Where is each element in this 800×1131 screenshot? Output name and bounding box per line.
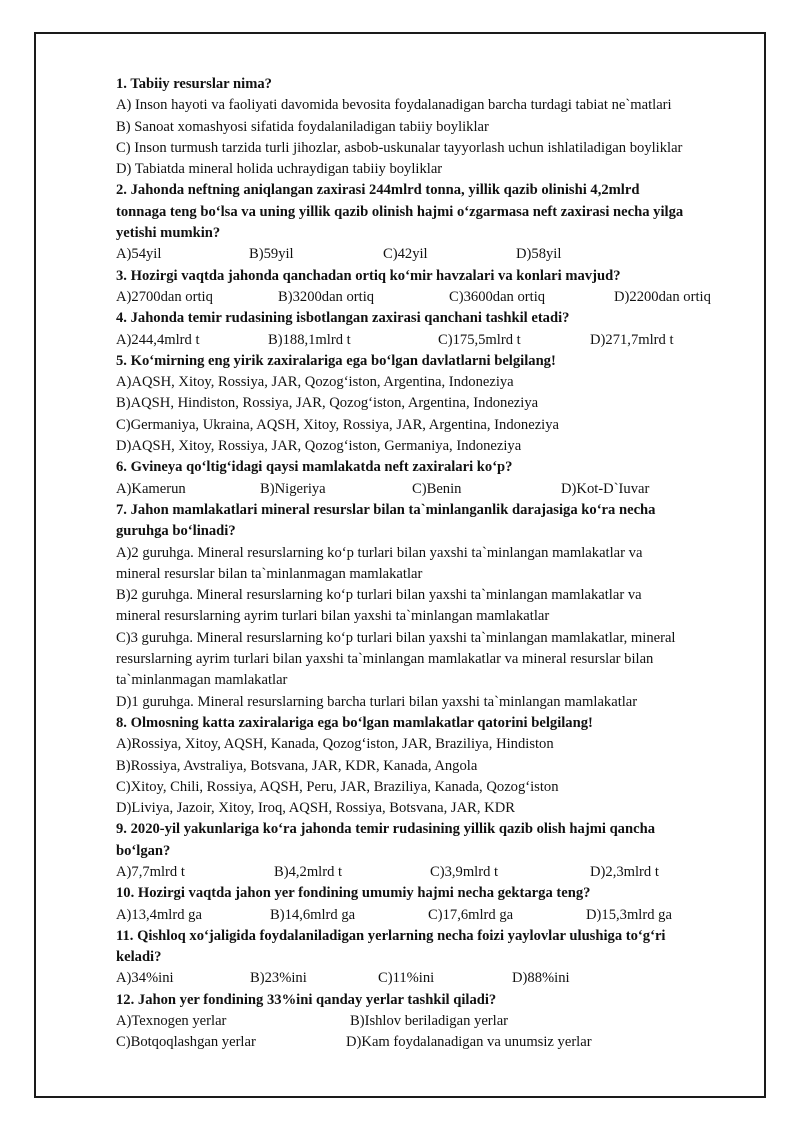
question-12 (116, 990, 756, 1054)
answer-option-a: A)2700dan ortiq (116, 288, 213, 305)
question-text: 10. Hozirgi vaqtda jahon yer fondining umumiy hajmi necha gektarga teng? (116, 885, 591, 902)
answer-option-c-cont: ta`minlanmagan mamlakatlar (116, 672, 288, 689)
answer-option-a-cont: mineral resurslar bilan ta`minlanmagan mamlakatlar (116, 565, 423, 582)
answer-options-row (116, 1011, 756, 1032)
answer-option-d: D)Kot-D`Iuvar (561, 480, 650, 497)
question-text: 9. 2020-yil yakunlariga ko‘ra jahonda temir rudasining yillik qazib olish hajmi qancha (116, 821, 655, 838)
question-text: bo‘lgan? (116, 842, 171, 859)
answer-options-row (116, 862, 756, 883)
answer-option-c: C) Inson turmush tarzida turli jihozlar, asbob-uskunalar tayyorlash uchun ishlatiladigan boyliklar (116, 139, 683, 156)
answer-options-row (116, 244, 756, 265)
question-11 (116, 926, 756, 990)
answer-option-c: C)11%ini (378, 970, 435, 987)
question-2 (116, 180, 756, 265)
answer-option-c: C)Benin (412, 480, 462, 497)
answer-option-a: A) Inson hayoti va faoliyati davomida bevosita foydalanadigan barcha turdagi tabiat ne`matlari (116, 97, 672, 114)
answer-options-row (116, 905, 756, 926)
question-3 (116, 266, 756, 309)
answer-option-b-cont: mineral resurslarning ayrim turlari bilan yaxshi ta`minlangan mamlakatlar (116, 608, 550, 625)
answer-option-b: B)Nigeriya (260, 480, 326, 497)
answer-options-row (116, 968, 756, 989)
question-10 (116, 883, 756, 926)
question-4 (116, 308, 756, 351)
answer-option-a: A)Rossiya, Xitoy, AQSH, Kanada, Qozog‘iston, JAR, Braziliya, Hindiston (116, 736, 554, 753)
answer-option-a: A)244,4mlrd t (116, 331, 200, 348)
answer-option-b: B)188,1mlrd t (268, 331, 351, 348)
question-text: 5. Ko‘mirning eng yirik zaxiralariga ega bo‘lgan davlatlarni belgilang! (116, 352, 556, 369)
answer-option-d: D) Tabiatda mineral holida uchraydigan tabiiy boyliklar (116, 161, 443, 178)
answer-option-c: C)3600dan ortiq (449, 288, 546, 305)
question-7 (116, 500, 756, 713)
question-6 (116, 457, 756, 500)
answer-option-d: D)2,3mlrd t (590, 863, 659, 880)
answer-option-b: B)59yil (249, 246, 294, 263)
answer-option-a: A)34%ini (116, 970, 174, 987)
answer-options-row (116, 287, 756, 308)
question-text: 7. Jahon mamlakatlari mineral resurslar bilan ta`minlanganlik darajasiga ko‘ra necha (116, 501, 656, 518)
question-1 (116, 74, 756, 180)
question-8 (116, 713, 756, 819)
answer-option-b: B)AQSH, Hindiston, Rossiya, JAR, Qozog‘iston, Argentina, Indoneziya (116, 395, 539, 412)
answer-option-c: C)Germaniya, Ukraina, AQSH, Xitoy, Rossiya, JAR, Argentina, Indoneziya (116, 416, 560, 433)
question-text: 6. Gvineya qo‘ltig‘idagi qaysi mamlakatda neft zaxiralari ko‘p? (116, 459, 513, 476)
answer-option-c: C)42yil (383, 246, 428, 263)
answer-option-d: D)AQSH, Xitoy, Rossiya, JAR, Qozog‘iston, Germaniya, Indoneziya (116, 438, 522, 455)
answer-option-c: C)Xitoy, Chili, Rossiya, AQSH, Peru, JAR, Braziliya, Kanada, Qozog‘iston (116, 778, 559, 795)
answer-options-row (116, 479, 756, 500)
answer-option-d: D)Kam foydalanadigan va unumsiz yerlar (346, 1034, 592, 1051)
answer-option-c: C)175,5mlrd t (438, 331, 521, 348)
answer-option-c: C)17,6mlrd ga (428, 906, 514, 923)
question-text: keladi? (116, 949, 162, 966)
answer-option-c-cont: resurslarning ayrim turlari bilan yaxshi ta`minlangan mamlakatlar va mineral resurslar bilan (116, 651, 654, 668)
answer-option-a: A)Texnogen yerlar (116, 1013, 227, 1030)
answer-option-d: D)Liviya, Jazoir, Xitoy, Iroq, AQSH, Rossiya, Botsvana, JAR, KDR (116, 800, 515, 817)
answer-option-c: C)3 guruhga. Mineral resurslarning ko‘p turlari bilan yaxshi ta`minlangan mamlakatlar, mineral (116, 629, 676, 646)
question-text: 11. Qishloq xo‘jaligida foydalaniladigan yerlarning necha foizi yaylovlar ulushiga to‘g‘ri (116, 927, 666, 944)
answer-option-a: A)54yil (116, 246, 162, 263)
answer-option-d: D)58yil (516, 246, 562, 263)
question-9 (116, 819, 756, 883)
answer-option-d: D)88%ini (512, 970, 570, 987)
answer-option-d: D)1 guruhga. Mineral resurslarning barcha turlari bilan yaxshi ta`minlangan mamlakatlar (116, 693, 638, 710)
answer-option-b: B)3200dan ortiq (278, 288, 375, 305)
answer-options-row (116, 330, 756, 351)
answer-option-b: B)23%ini (250, 970, 307, 987)
question-text: 3. Hozirgi vaqtda jahonda qanchadan ortiq ko‘mir havzalari va konlari mavjud? (116, 267, 621, 284)
answer-option-c: C)3,9mlrd t (430, 863, 499, 880)
question-text: tonnaga teng bo‘lsa va uning yillik qazib olinish hajmi o‘zgarmasa neft zaxirasi necha yilga (116, 203, 684, 220)
answer-option-a: A)13,4mlrd ga (116, 906, 202, 923)
answer-option-d: D)15,3mlrd ga (586, 906, 672, 923)
answer-option-b: B)Ishlov beriladigan yerlar (350, 1013, 509, 1030)
question-text: 12. Jahon yer fondining 33%ini qanday yerlar tashkil qiladi? (116, 991, 497, 1008)
answer-option-d: D)271,7mlrd t (590, 331, 674, 348)
question-text: 8. Olmosning katta zaxiralariga ega bo‘lgan mamlakatlar qatorini belgilang! (116, 714, 593, 731)
question-text: guruhga bo‘linadi? (116, 523, 236, 540)
test-questions (116, 74, 756, 1054)
answer-option-a: A)Kamerun (116, 480, 186, 497)
answer-options-row (116, 1032, 756, 1053)
answer-option-d: D)2200dan ortiq (614, 288, 711, 305)
answer-option-b: B) Sanoat xomashyosi sifatida foydalaniladigan tabiiy boyliklar (116, 118, 489, 135)
answer-option-b: B)2 guruhga. Mineral resurslarning ko‘p turlari bilan yaxshi ta`minlangan mamlakatlar va (116, 587, 642, 604)
question-text: yetishi mumkin? (116, 225, 221, 242)
answer-option-a: A)AQSH, Xitoy, Rossiya, JAR, Qozog‘iston, Argentina, Indoneziya (116, 374, 514, 391)
answer-option-b: B)4,2mlrd t (274, 863, 343, 880)
answer-option-b: B)Rossiya, Avstraliya, Botsvana, JAR, KDR, Kanada, Angola (116, 757, 478, 774)
question-text: 1. Tabiiy resurslar nima? (116, 76, 272, 92)
answer-option-a: A)7,7mlrd t (116, 863, 185, 880)
answer-option-b: B)14,6mlrd ga (270, 906, 356, 923)
answer-option-a: A)2 guruhga. Mineral resurslarning ko‘p turlari bilan yaxshi ta`minlangan mamlakatlar va (116, 544, 643, 561)
answer-option-c: C)Botqoqlashgan yerlar (116, 1034, 256, 1051)
question-text: 4. Jahonda temir rudasining isbotlangan zaxirasi qanchani tashkil etadi? (116, 310, 570, 327)
question-text: 2. Jahonda neftning aniqlangan zaxirasi 244mlrd tonna, yillik qazib olinishi 4,2mlrd (116, 182, 640, 199)
question-5 (116, 351, 756, 457)
